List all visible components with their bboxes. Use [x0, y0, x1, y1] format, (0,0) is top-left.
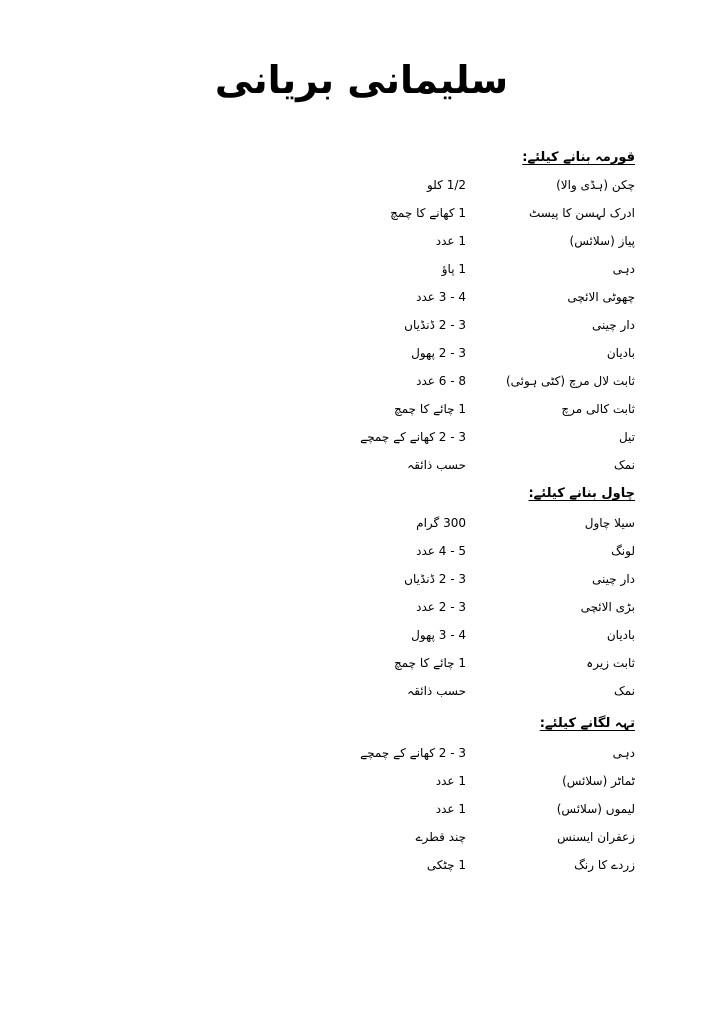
ingredient-name: بادیان	[606, 346, 635, 360]
ingredient-quantity: 1 عدد	[435, 802, 466, 816]
ingredient-quantity: 5 - 4 عدد	[416, 544, 466, 558]
ingredient-name: ادرک لہسن کا پیسٹ	[528, 206, 635, 220]
ingredient-name: دہی	[612, 746, 635, 760]
ingredient-row	[0, 684, 723, 704]
ingredient-row	[0, 572, 723, 592]
ingredient-row	[0, 830, 723, 850]
ingredient-quantity: 3 - 2 عدد	[416, 600, 466, 614]
ingredient-row	[0, 262, 723, 282]
ingredient-quantity: 1 پاؤ	[441, 262, 466, 276]
ingredient-name: چھوٹی الائچی	[567, 290, 635, 304]
ingredient-quantity: 1 چائے کا چمچ	[394, 402, 466, 416]
ingredient-name: ثابت کالی مرچ	[561, 402, 635, 416]
ingredient-quantity: حسب ذائقہ	[407, 684, 466, 698]
ingredient-name: دار چینی	[592, 318, 635, 332]
ingredient-name: ٹماٹر (سلائس)	[562, 774, 635, 788]
ingredient-name: زردے کا رنگ	[574, 858, 635, 872]
ingredient-row	[0, 402, 723, 422]
ingredient-row	[0, 746, 723, 766]
ingredient-row	[0, 774, 723, 794]
ingredient-name: زعفران ایسنس	[557, 830, 635, 844]
ingredient-row	[0, 430, 723, 450]
ingredient-name: لونگ	[611, 544, 635, 558]
ingredient-name: چکن (ہڈی والا)	[556, 178, 635, 192]
ingredient-quantity: 1 عدد	[435, 774, 466, 788]
ingredient-row	[0, 206, 723, 226]
ingredient-quantity: 1 عدد	[435, 234, 466, 248]
ingredient-quantity: 3 - 2 پھول	[411, 346, 466, 360]
ingredient-row	[0, 318, 723, 338]
ingredient-row	[0, 628, 723, 648]
ingredient-row	[0, 346, 723, 366]
ingredient-quantity: 1/2 کلو	[426, 178, 466, 192]
ingredient-row	[0, 458, 723, 478]
section-heading-qorma: قورمہ بنانے کیلئے:	[522, 150, 635, 165]
ingredient-quantity: 4 - 3 عدد	[416, 290, 466, 304]
ingredient-quantity: 3 - 2 کھانے کے چمچے	[360, 430, 466, 444]
ingredient-row	[0, 178, 723, 198]
ingredient-quantity: 300 گرام	[416, 516, 466, 530]
ingredient-row	[0, 290, 723, 310]
page-title: سلیمانی بریانی	[214, 58, 509, 102]
ingredient-name: لیموں (سلائس)	[556, 802, 635, 816]
ingredient-quantity: 4 - 3 پھول	[411, 628, 466, 642]
ingredient-quantity: حسب ذائقہ	[407, 458, 466, 472]
section-heading-rice: چاول بنانے کیلئے:	[528, 486, 635, 501]
ingredient-quantity: 1 چائے کا چمچ	[394, 656, 466, 670]
section-heading-layering: تہہ لگانے کیلئے:	[539, 716, 635, 731]
ingredient-row	[0, 516, 723, 536]
ingredient-quantity: 3 - 2 ڈنڈیاں	[404, 572, 466, 586]
ingredient-row	[0, 234, 723, 254]
ingredient-name: ثابت زیرہ	[586, 656, 635, 670]
ingredient-row	[0, 656, 723, 676]
ingredient-name: بادیان	[606, 628, 635, 642]
ingredient-quantity: 3 - 2 کھانے کے چمچے	[360, 746, 466, 760]
ingredient-row	[0, 600, 723, 620]
ingredient-quantity: 3 - 2 ڈنڈیاں	[404, 318, 466, 332]
ingredient-name: نمک	[613, 684, 635, 698]
ingredient-quantity: 1 کھانے کا چمچ	[390, 206, 466, 220]
ingredient-quantity: 1 چٹکی	[426, 858, 466, 872]
ingredient-name: ثابت لال مرچ (کٹی ہوئی)	[505, 374, 635, 388]
ingredient-name: دہی	[612, 262, 635, 276]
ingredient-name: بڑی الائچی	[580, 600, 635, 614]
ingredient-quantity: 8 - 6 عدد	[416, 374, 466, 388]
ingredient-name: نمک	[613, 458, 635, 472]
ingredient-row	[0, 374, 723, 394]
ingredient-row	[0, 802, 723, 822]
ingredient-name: پیاز (سلائس)	[569, 234, 635, 248]
ingredient-quantity: چند قطرے	[415, 830, 466, 844]
ingredient-row	[0, 544, 723, 564]
ingredient-name: سیلا چاول	[584, 516, 635, 530]
ingredient-name: تیل	[618, 430, 635, 444]
ingredient-row	[0, 858, 723, 878]
ingredient-name: دار چینی	[592, 572, 635, 586]
